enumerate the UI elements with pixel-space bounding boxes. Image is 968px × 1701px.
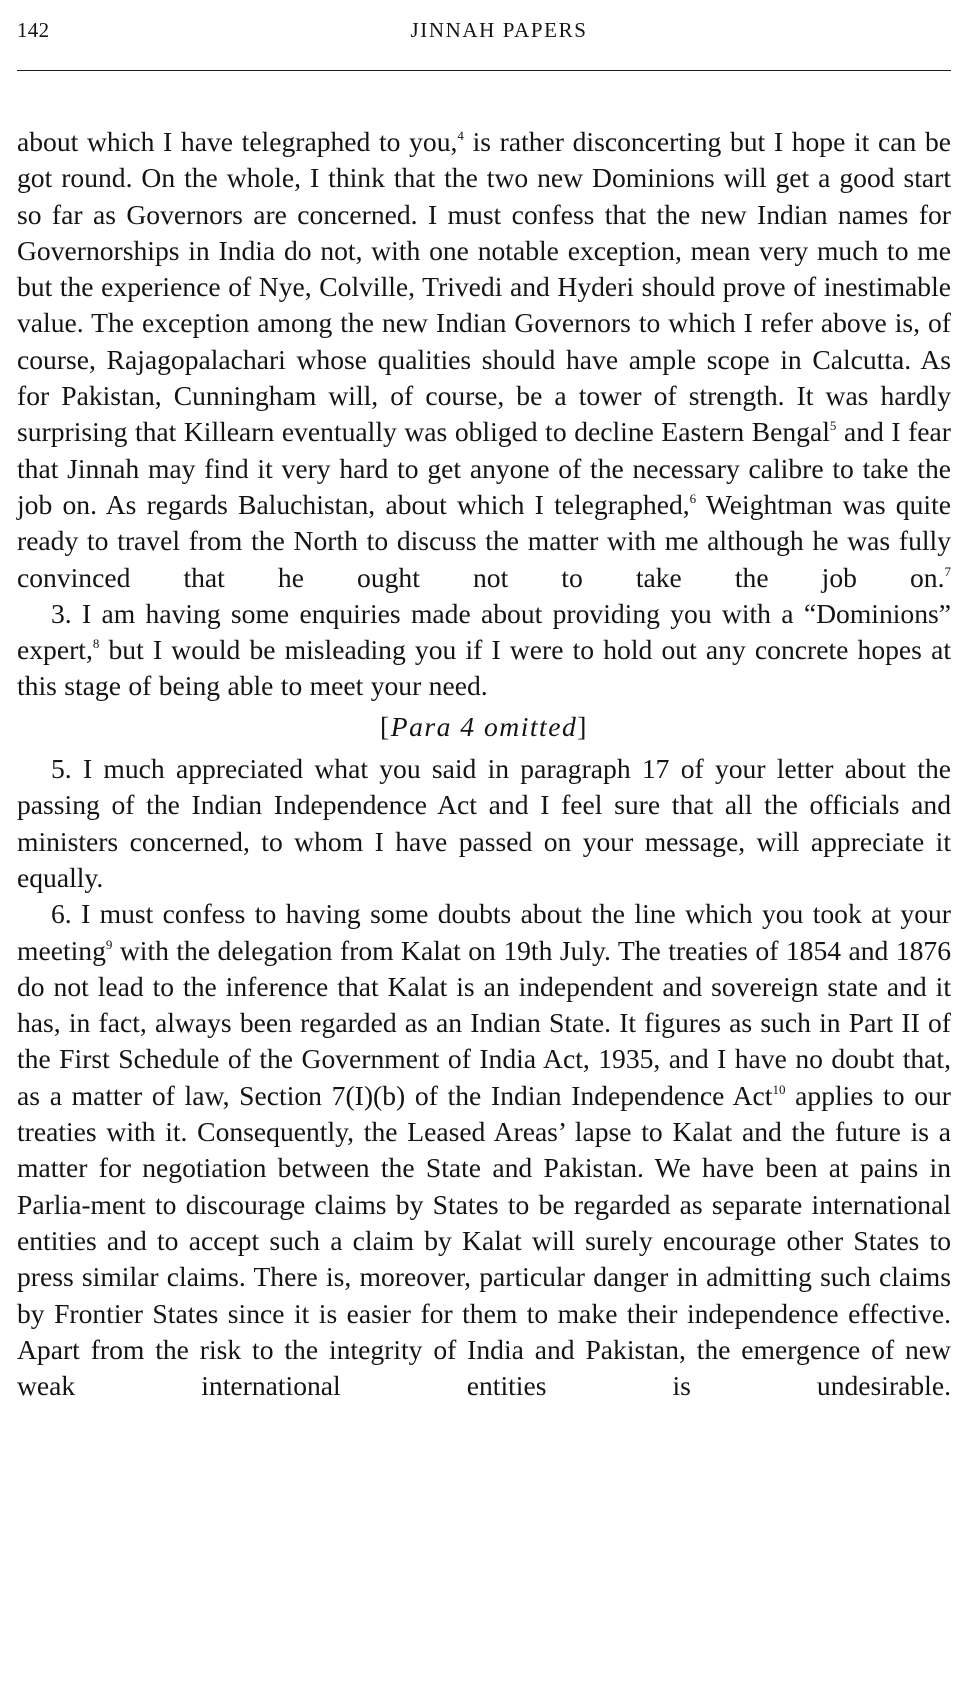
footnote-ref: 7: [944, 563, 951, 579]
page-number: 142: [17, 18, 50, 42]
text-run: applies to our treaties with it. Consequently, the Leased Areas’ lapse to Kalat and the future is a matter for negotiation between the State and Pakistan. We have been at pains in Parlia-ment to discourage claims by States to be regarded as separate international entities and to accept such a claim by Kalat will surely encourage other States to press similar claims. There is, moreover, particular danger in admitting such claims by Frontier States since it is easier for them to make their independence effective. Apart from the risk to the integrity of India and Pakistan, the emergence of new weak international entities is undesirable.: [17, 1079, 951, 1402]
text-run: Weightman was quite ready to travel from the North to discuss the matter with me although he was fully convinced that he ought not to take the job on.: [17, 488, 951, 593]
omitted-close-bracket: ]: [577, 710, 588, 742]
running-title: JINNAH PAPERS: [410, 18, 588, 42]
footnote-ref: 10: [772, 1081, 786, 1097]
footnote-ref: 5: [829, 418, 837, 434]
footnote-ref: 4: [457, 128, 464, 143]
text-run: 3. I am having some enquiries made about providing you with a “Dominions” expert,: [17, 597, 951, 666]
header-rule: [17, 70, 951, 71]
paragraph-5: [17, 751, 951, 896]
text-run: 6. I must confess to having some doubts about the line which you took at your meeting: [17, 898, 951, 966]
text-run: is rather disconcerting but I hope it can be got round. On the whole, I think that the two new Dominions will get a good start so far as Governors are concerned. I must confess that the new Indian names for Governorships in India do not, with one notable exception, mean very much to me but the experience of Nye, Colville, Trivedi and Hyderi should prove of inestimable value. The exception among the new Indian Governors to which I refer above is, of course, Rajagopalachari whose qualities should have ample scope in Calcutta. As for Pakistan, Cunningham will, of course, be a tower of strength. It was hardly surprising that Killearn eventually was obliged to decline Eastern Bengal: [17, 126, 951, 448]
text-run: about which I have telegraphed to you,: [17, 126, 458, 157]
omitted-open-bracket: [: [380, 710, 391, 742]
letter-body: [17, 124, 951, 1404]
running-header: [17, 16, 951, 48]
text-run: with the delegation from Kalat on 19th July. The treaties of 1854 and 1876 do not lead to the inference that Kalat is an independent and sovereign state and it has, in fact, always been regarded as an Indian State. It figures as such in Part II of the First Schedule of the Government of India Act, 1935, and I have no doubt that, as a matter of law, Section 7(I)(b) of the Indian Independence Act: [17, 934, 951, 1111]
text-run: but I would be misleading you if I were to hold out any concrete hopes at this stage of being able to meet your need.: [17, 634, 951, 702]
footnote-ref: 9: [105, 936, 113, 952]
footnote-ref: 8: [92, 636, 100, 652]
text-run: 5. I much appreciated what you said in paragraph 17 of your letter about the passing of the Indian Independence Act and I feel sure that all the officials and ministers concerned, to whom I have passed on your message, will appreciate it equally.: [17, 753, 951, 893]
text-run: and I fear that Jinnah may find it very hard to get anyone of the necessary calibre to take the job on. As regards Baluchistan, about which I telegraphed,: [17, 416, 951, 520]
paragraph-continued: [17, 124, 951, 596]
omitted-text: Para 4 omitted: [390, 710, 578, 742]
footnote-ref: 6: [689, 490, 697, 506]
paragraph-3: [17, 596, 951, 705]
omitted-paragraph-note: [17, 709, 951, 745]
paragraph-6: [17, 896, 951, 1404]
